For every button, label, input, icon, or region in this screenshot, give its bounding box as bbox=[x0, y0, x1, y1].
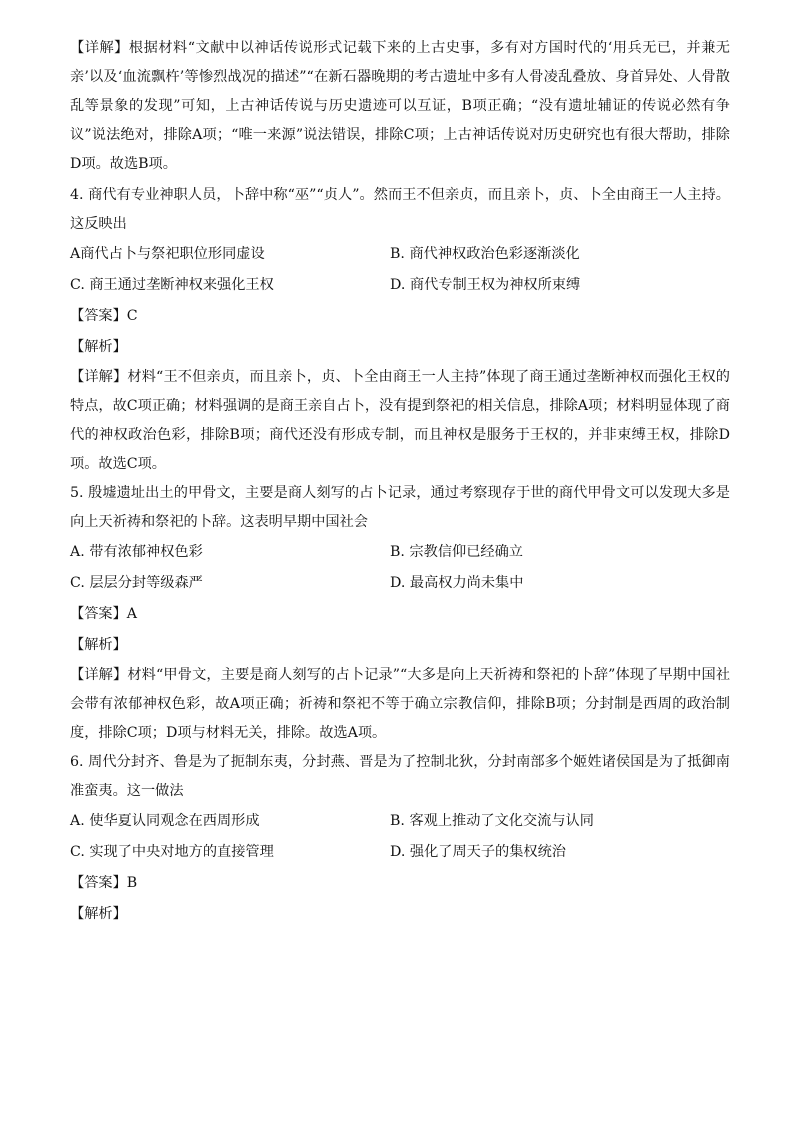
q4-option-d: D. 商代专制王权为神权所束缚 bbox=[390, 277, 581, 293]
q6-answer: 【答案】B bbox=[70, 875, 138, 891]
document-page bbox=[70, 34, 730, 930]
q3-detail: 【详解】根据材料“文献中以神话传说形式记载下来的上古史事，多有对方国时代的‘用兵无已，并兼无亲’以及‘血流飘杵’等惨烈战况的描述”“在新石器晚期的考古遗址中多有人骨凌乱叠放、身首异处、人骨散乱等景象的发现”可知，上古神话传说与历史遗迹可以互证，B项正确；“没有遗址辅证的传说必然有争议”说法绝对，排除A项；“唯一来源”说法错误，排除C项；上古神话传说对历史研究也有很大帮助，排除D项。故选B项。 bbox=[70, 40, 730, 172]
q6-options bbox=[70, 806, 730, 868]
q5-option-d: D. 最高权力尚未集中 bbox=[390, 575, 524, 591]
q5-answer: 【答案】A bbox=[70, 606, 137, 622]
q6-stem: 6. 周代分封齐、鲁是为了扼制东夷，分封燕、晋是为了控制北狄，分封南部多个姬姓诸侯国是为了抵御南准蛮夷。这一做法 bbox=[70, 754, 730, 799]
q4-options bbox=[70, 239, 730, 301]
q6-option-d: D. 强化了周天子的集权统治 bbox=[390, 844, 566, 860]
q4-stem: 4. 商代有专业神职人员，卜辞中称“巫”“贞人”。然而王不但亲贞，而且亲卜，贞、卜全由商王一人主持。这反映出 bbox=[70, 187, 730, 232]
q5-analysis: 【解析】 bbox=[70, 637, 127, 653]
q5-option-b: B. 宗教信仰已经确立 bbox=[390, 544, 523, 560]
q6-option-b: B. 客观上推动了文化交流与认同 bbox=[390, 813, 594, 829]
q4-option-b: B. 商代神权政治色彩逐渐淡化 bbox=[390, 246, 580, 262]
q5-stem: 5. 殷墟遗址出土的甲骨文，主要是商人刻写的占卜记录，通过考察现存于世的商代甲骨文可以发现大多是向上天祈祷和祭祀的卜辞。这表明早期中国社会 bbox=[70, 485, 730, 530]
q4-option-a: A商代占卜与祭祀职位形同虚设 bbox=[70, 246, 265, 262]
q4-answer: 【答案】C bbox=[70, 308, 138, 324]
q6-option-a: A. 使华夏认同观念在西周形成 bbox=[70, 813, 260, 829]
q5-option-a: A. 带有浓郁神权色彩 bbox=[70, 544, 203, 560]
q4-detail: 【详解】材料“王不但亲贞，而且亲卜，贞、卜全由商王一人主持”体现了商王通过垄断神权而强化王权的特点，故C项正确；材料强调的是商王亲自占卜，没有提到祭祀的相关信息，排除A项；材料明显体现了商代的神权政治色彩，排除B项；商代还没有形成专制，而且神权是服务于王权的，并非束缚王权，排除D项。故选C项。 bbox=[70, 369, 730, 472]
q6-analysis: 【解析】 bbox=[70, 906, 127, 922]
q4-analysis: 【解析】 bbox=[70, 339, 127, 355]
q5-option-c: C. 层层分封等级森严 bbox=[70, 575, 203, 591]
q6-option-c: C. 实现了中央对地方的直接管理 bbox=[70, 844, 274, 860]
q4-option-c: C. 商王通过垄断神权来强化王权 bbox=[70, 277, 274, 293]
q5-detail: 【详解】材料“甲骨文，主要是商人刻写的占卜记录”“大多是向上天祈祷和祭祀的卜辞”体现了早期中国社会带有浓郁神权色彩，故A项正确；祈祷和祭祀不等于确立宗教信仰，排除B项；分封制是西周的政治制度，排除C项；D项与材料无关，排除。故选A项。 bbox=[70, 667, 731, 741]
q5-options bbox=[70, 537, 730, 599]
